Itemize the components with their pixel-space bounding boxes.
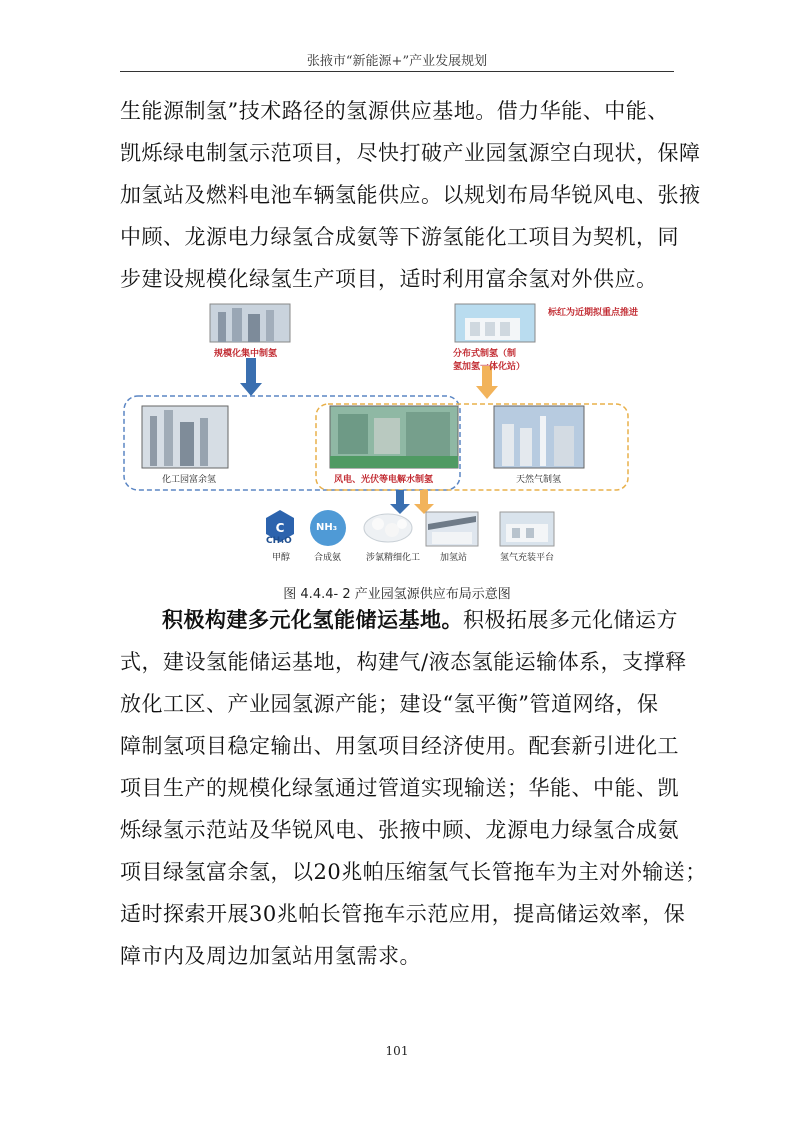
- paragraph-2-line: 障市内及周边加氢站用氢需求。: [120, 944, 421, 968]
- label-filling-platform: 氢气充装平台: [500, 553, 555, 563]
- label-chemical-park-surplus: 化工园富余氢: [162, 475, 217, 485]
- figure-note: 标红为近期拟重点推进: [548, 308, 639, 318]
- label-hydrogen-station: 加氢站: [440, 553, 468, 563]
- svg-text:C: C: [275, 521, 285, 535]
- paragraph-2-first-line: [120, 599, 680, 641]
- paragraph-2-line: 项目生产的规模化绿氢通过管道实现输送；华能、中能、凯: [120, 776, 679, 800]
- page-number: 101: [385, 1044, 409, 1058]
- running-header: 张掖市“新能源+”产业发展规划: [306, 54, 488, 69]
- label-distributed-production-line-1: 分布式制氢（制: [453, 349, 517, 359]
- paragraph-2: [120, 599, 707, 977]
- paragraph-1-line: 加氢站及燃料电池车辆氢能供应。以规划布局华锐风电、张掖: [120, 183, 701, 207]
- label-ammonia: 合成氨: [314, 553, 342, 563]
- label-fine-chemicals: 涉氯精细化工: [366, 553, 421, 563]
- methanol-formula: CH₄O: [266, 536, 292, 546]
- paragraph-1-line: 中顾、龙源电力绿氢合成氨等下游氢能化工项目为契机，同: [120, 225, 679, 249]
- label-distributed-production: [453, 346, 525, 372]
- figure-caption: 图 4.4.4- 2 产业园氢源供应布局示意图: [283, 587, 511, 602]
- label-centralized-production: 规模化集中制氢: [214, 349, 278, 359]
- label-electrolysis-hydrogen: 风电、光伏等电解水制氢: [334, 475, 434, 485]
- hydrogen-supply-diagram: [120, 300, 675, 570]
- paragraph-1-line: 凯烁绿电制氢示范项目，尽快打破产业园氢源空白现状，保障: [120, 141, 701, 165]
- paragraph-1: [120, 90, 701, 300]
- ammonia-formula: NH₃: [316, 522, 338, 533]
- paragraph-2-line: 烁绿氢示范站及华锐风电、张掖中顾、龙源电力绿氢合成氨: [120, 818, 679, 842]
- paragraph-2-line: 式，建设氢能储运基地，构建气/液态氢能运输体系，支撑释: [120, 650, 687, 674]
- label-methanol: 甲醇: [272, 553, 291, 563]
- paragraph-2-line: 放化工区、产业园氢源产能；建设“氢平衡”管道网络，保: [120, 692, 659, 716]
- paragraph-1-line: 生能源制氢”技术路径的氢源供应基地。借力华能、中能、: [120, 99, 669, 123]
- header-rule: [120, 71, 674, 72]
- paragraph-2-lead: 积极构建多元化氢能储运基地。: [162, 607, 463, 632]
- label-natural-gas-hydrogen: 天然气制氢: [516, 475, 562, 485]
- paragraph-2-line: 适时探索开展30兆帕长管拖车示范应用，提高储运效率，保: [120, 902, 686, 926]
- paragraph-2-line: 项目绿氢富余氢，以20兆帕压缩氢气长管拖车为主对外输送；: [120, 860, 707, 884]
- paragraph-1-line: 步建设规模化绿氢生产项目，适时利用富余氢对外供应。: [120, 267, 658, 291]
- diagram-graphics: [120, 300, 675, 570]
- paragraph-2-line: 积极拓展多元化储运方: [463, 608, 678, 632]
- label-distributed-production-line-2: 氢加氢一体化站）: [453, 362, 526, 372]
- paragraph-2-line: 障制氢项目稳定输出、用氢项目经济使用。配套新引进化工: [120, 734, 679, 758]
